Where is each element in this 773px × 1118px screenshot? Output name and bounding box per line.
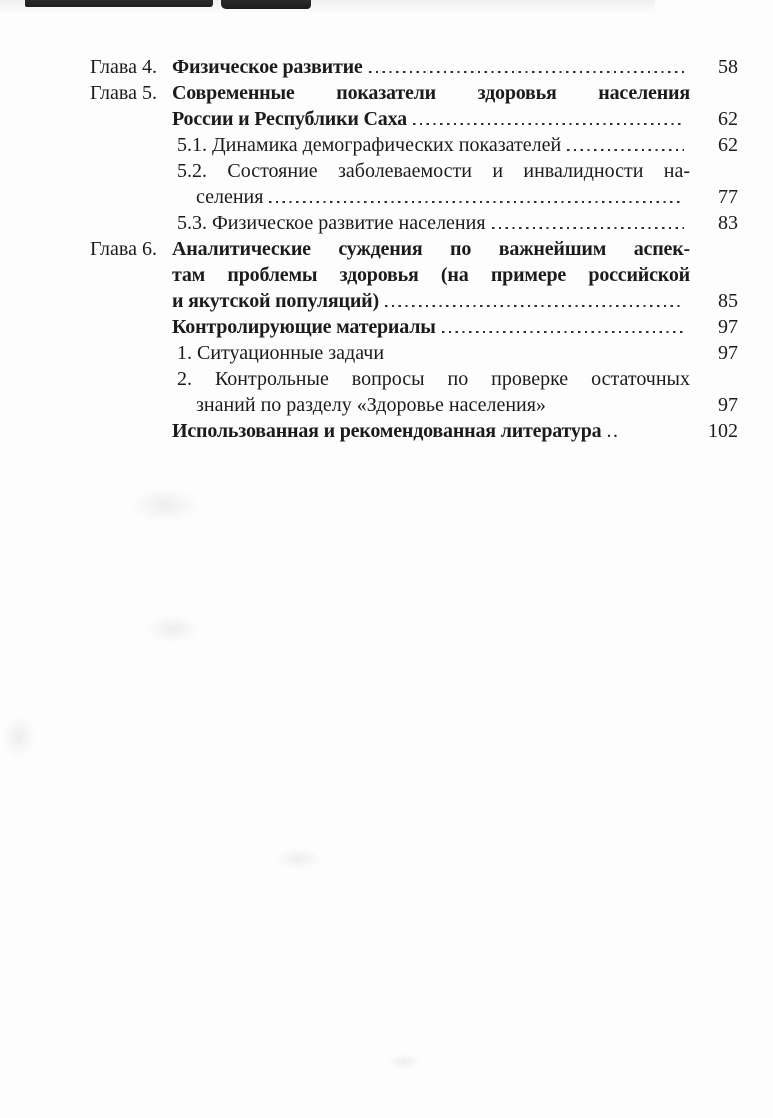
page-number: 102 [708, 420, 738, 442]
entry-title: знаний по разделу «Здоровье населения» [196, 394, 546, 416]
dot-leader [567, 148, 684, 151]
entry-text [172, 54, 690, 80]
entry-text: 2. Контрольные вопросы по проверке остаточных [177, 368, 690, 390]
entry-title: селения [196, 186, 264, 208]
toc-line [90, 80, 738, 106]
toc-line [90, 54, 738, 80]
entry-text [172, 106, 690, 132]
entry-text: Современные показатели здоровья населения [172, 82, 690, 104]
toc-line [90, 366, 738, 392]
chapter-label: Глава 6. [90, 238, 157, 260]
dot-leader [269, 200, 684, 203]
page-number: 62 [718, 108, 738, 130]
toc-line [90, 236, 738, 262]
dot-leader [413, 122, 684, 125]
entry-text: Аналитические суждения по важнейшим аспек- [172, 238, 690, 260]
entry-text [172, 288, 690, 314]
toc-line [90, 106, 738, 132]
page-number: 97 [718, 316, 738, 338]
toc-line [90, 340, 738, 366]
entry-text: 5.2. Состояние заболеваемости и инвалидности на- [177, 160, 690, 182]
dot-leader [442, 330, 684, 333]
page-number: 97 [718, 342, 738, 364]
spacer [619, 434, 690, 437]
entry-text [172, 132, 690, 158]
page-number: 62 [718, 134, 738, 156]
scan-smudge [145, 615, 200, 643]
scan-smudge [2, 715, 36, 759]
scan-smudge [130, 488, 200, 522]
entry-title: Физическое развитие [172, 56, 363, 78]
toc-line [90, 288, 738, 314]
scan-smudge [275, 848, 321, 870]
page-number: 77 [718, 186, 738, 208]
spacer [546, 408, 690, 411]
toc-line [90, 132, 738, 158]
entry-title: 5.3. Физическое развитие населения [177, 212, 486, 234]
entry-title: Использованная и рекомендованная литература [172, 420, 602, 442]
entry-text: там проблемы здоровья (на примере российской [172, 264, 690, 286]
chapter-label: Глава 4. [90, 56, 157, 78]
entry-text [172, 184, 690, 210]
scan-smudge [388, 1054, 420, 1070]
page-number: 58 [718, 56, 738, 78]
short-dot-leader: .. [606, 420, 620, 442]
page-number: 83 [718, 212, 738, 234]
entry-text [172, 314, 690, 340]
entry-text [172, 210, 690, 236]
entry-title: и якутской популяций) [172, 290, 379, 312]
spacer [384, 356, 690, 359]
entry-text [172, 392, 690, 418]
toc-line [90, 184, 738, 210]
table-of-contents [90, 54, 738, 444]
entry-text [172, 418, 690, 444]
toc-line [90, 262, 738, 288]
scan-shadow-top [0, 0, 655, 14]
dot-leader [492, 226, 684, 229]
page-number: 97 [718, 394, 738, 416]
entry-title: 5.1. Динамика демографических показателей [177, 134, 562, 156]
toc-line [90, 158, 738, 184]
entry-title: России и Республики Саха [172, 108, 407, 130]
chapter-label: Глава 5. [90, 82, 157, 104]
entry-text [172, 340, 690, 366]
entry-title: Контролирующие материалы [172, 316, 436, 338]
dot-leader [385, 304, 684, 307]
toc-line [90, 418, 738, 444]
dot-leader [369, 70, 684, 73]
toc-line [90, 392, 738, 418]
entry-title: 1. Ситуационные задачи [177, 342, 385, 364]
page-number: 85 [718, 290, 738, 312]
toc-line [90, 314, 738, 340]
toc-line [90, 210, 738, 236]
